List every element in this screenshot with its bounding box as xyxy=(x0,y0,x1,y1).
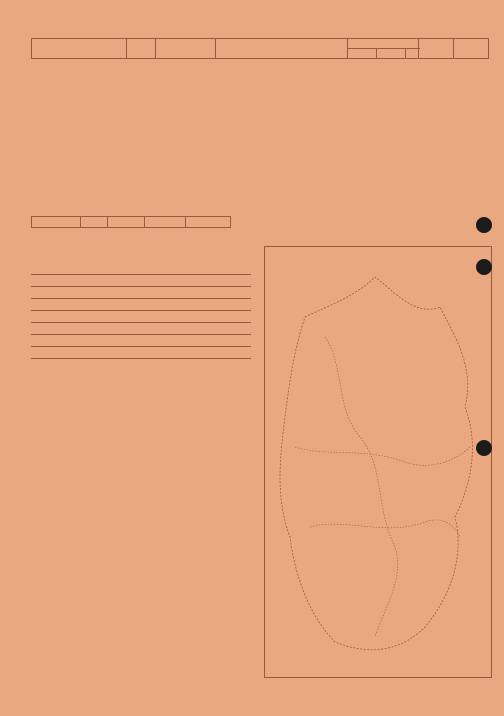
precipitation-map xyxy=(264,246,492,678)
punch-hole xyxy=(476,217,492,233)
punch-hole xyxy=(476,259,492,275)
map-outline xyxy=(265,247,491,677)
punch-hole xyxy=(476,440,492,456)
